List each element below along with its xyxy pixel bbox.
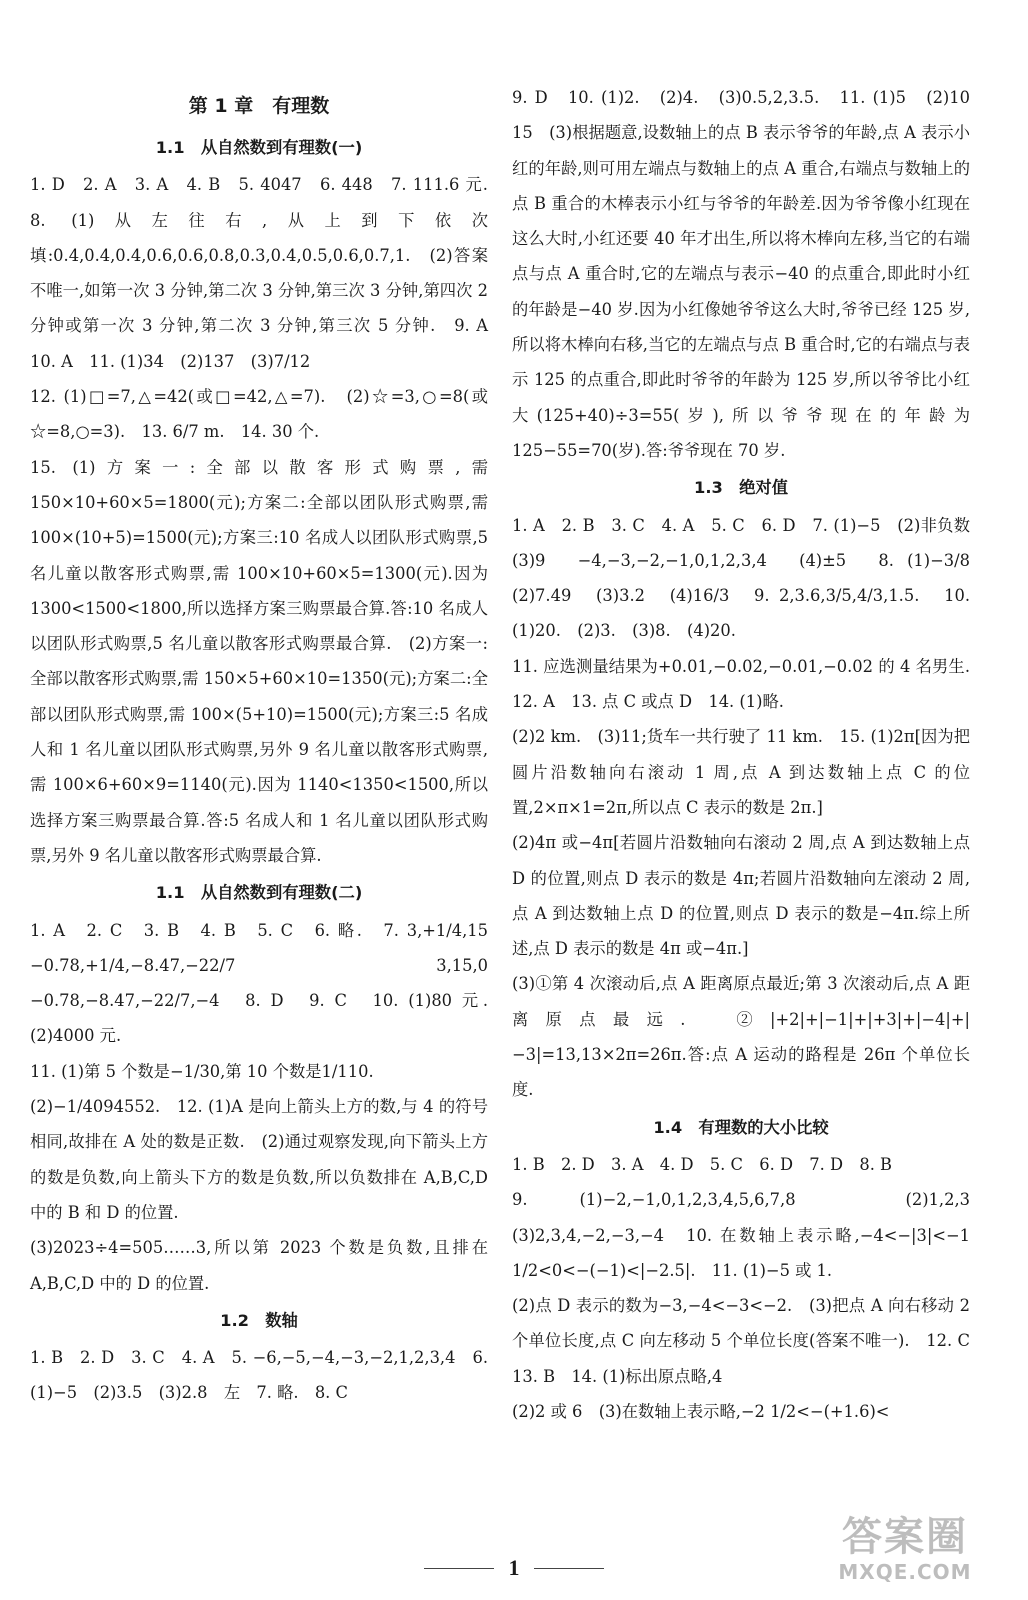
chapter-title: 第 1 章 有理数 [188,95,330,117]
answer-paragraph: 1. D 2. A 3. A 4. B 5. 4047 6. 448 7. 111.6 元. 8. (1)从左往右,从上到下依次填:0.4,0.4,0.4,0.6,0.6,0.8,0.3,0.4,0.5,0.6,0.7,1. (2)答案不唯一,如第一次 3 分钟,第二次 3 分钟,第三次 3 分钟,第四次 2 分钟或第一次 3 分钟,第二次 3 分钟,第三次 5 分钟. 9. A 10. A 11. (1)34 (2)137 (3)7/12 [30,175,505,371]
answer-paragraph: 15. (1)方案一:全部以散客形式购票,需 150×10+60×5=1800(元);方案二:全部以团队形式购票,需 100×(10+5)=1500(元);方案三:10 名成人以团队形式购票,5 名儿童以散客形式购票,需 100×10+60×5=1300(元).因为 1300<1500<1800,所以选择方案三购票最合算.答:10 名成人以团队形式购票,5 名儿童以散客形式购票最合算. (2)方案一:全部以散客形式购票,需 150×5+60×10=1350(元);方案二:全部以团队形式购票,需 100×(5+10)=1500(元);方案三:5 名成人和 1 名儿童以团队形式购票,另外 9 名儿童以散客形式购票,需 100×6+60×9=1140(元).因为 1140<1350<1500,所以选择方案三购票最合算.答:5 名成人和 1 名儿童以团队形式购票,另外 9 名儿童以散客形式购票最合算. [30,457,488,865]
answer-paragraph: 9. D 10. (1)2. (2)4. (3)0.5,2,3.5. 11. (1)5 (2)10 15 (3)根据题意,设数轴上的点 B 表示爷爷的年龄,点 A 表示小红的年龄,则可用左端点与数轴上的点 A 重合,右端点与数轴上的点 B 重合的木棒表示小红与爷爷的年龄差.因为爷爷像小红现在这么大时,小红还要 40 年才出生,所以将木棒向左移,当它的右端点与点 A 重合时,它的左端点与表示−40 的点重合,即此时小红的年龄是−40 岁.因为小红像她爷爷这么大时,爷爷已经 125 岁,所以将木棒向右移,当它的左端点与点 B 重合时,它的右端点与表示 125 的点重合,即此时爷爷的年龄为 125 岁,所以爷爷比小红大(125+40)÷3=55(岁),所以爷爷现在的年龄为 125−55=70(岁).答:爷爷现在 70 岁. [512,88,987,460]
right-column [512,80,987,1429]
section-title-1-1-part1: 1.1 从自然数到有理数(一) [155,138,363,157]
section-title-1-2: 1.2 数轴 [220,1310,298,1330]
section-title-1-1-part2: 1.1 从自然数到有理数(二) [155,883,363,903]
answer-paragraph: 11. 应选测量结果为+0.01,−0.02,−0.01,−0.02 的 4 名男生. 12. A 13. 点 C 或点 D 14. (1)略. [512,656,987,712]
watermark-url: MXQE.COM [838,1560,972,1584]
answer-paragraph: 9. (1)−2,−1,0,1,2,3,4,5,6,7,8 (2)1,2,3 (3)2,3,4,−2,−3,−4 10. 在数轴上表示略,−4<−|3|<−1 1/2<0<−(−1)<|−2.5|. 11. (1)−5 或 1. [512,1190,987,1280]
answer-paragraph: (2)−1/4094552. 12. (1)A 是向上箭头上方的数,与 4 的符号相同,故排在 A 处的数是正数. (2)通过观察发现,向下箭头上方的数是负数,向上箭头下方的数是负数,所以负数排在 A,B,C,D 中的 B 和 D 的位置. [30,1097,488,1222]
answer-paragraph: (3)2023÷4=505……3,所以第 2023 个数是负数,且排在 A,B,C,D 中的 D 的位置. [30,1238,488,1293]
answer-paragraph: (2)点 D 表示的数为−3,−4<−3<−2. (3)把点 A 向右移动 2 个单位长度,点 C 向左移动 5 个单位长度(答案不唯一). 12. C 13. B 14. (1)标出原点略,4 [512,1296,987,1386]
answer-paragraph: 11. (1)第 5 个数是−1/30,第 10 个数是1/110. [30,1061,374,1081]
answer-paragraph: 1. A 2. B 3. C 4. A 5. C 6. D 7. (1)−5 (2)非负数 (3)9 −4,−3,−2,−1,0,1,2,3,4 (4)±5 8. (1)−3/8 (2)7.49 (3)3.2 (4)16/3 9. 2,3.6,3/5,4/3,1.5. 10. (1)20. (2)3. (3)8. (4)20. [512,515,987,641]
answer-paragraph: (2)2 或 6 (3)在数轴上表示略,−2 1/2<−(+1.6)< [512,1401,890,1421]
answer-paragraph: (3)①第 4 次滚动后,点 A 距离原点最近;第 3 次滚动后,点 A 距离原点最远. ②|+2|+|−1|+|+3|+|−4|+|−3|=13,13×2π=26π.答:点 A 运动的路程是 26π 个单位长度. [512,974,970,1100]
answer-paragraph: 12. (1)□=7,△=42(或□=42,△=7). (2)☆=3,○=8(或☆=8,○=3). 13. 6/7 m. 14. 30 个. [30,387,488,442]
answer-paragraph: 1. A 2. C 3. B 4. B 5. C 6. 略. 7. 3,+1/4,15 −0.78,+1/4,−8.47,−22/7 3,15,0 −0.78,−8.47,−22/7,−4 8. D 9. C 10. (1)80 元. (2)4000 元. [30,920,505,1046]
answer-paragraph: 1. B 2. D 3. A 4. D 5. C 6. D 7. D 8. B [512,1154,893,1174]
left-column [30,78,505,1411]
answer-paragraph: (2)4π 或−4π[若圆片沿数轴向右滚动 2 周,点 A 到达数轴上点 D 的位置,则点 D 表示的数是 4π;若圆片沿数轴向左滚动 2 周,点 A 到达数轴上点 D 的位置,则点 D 表示的数是−4π.综上所述,点 D 表示的数是 4π 或−4π.] [512,833,970,959]
answer-paragraph: (2)2 km. (3)11;货车一共行驶了 11 km. 15. (1)2π[因为把圆片沿数轴向右滚动 1 周,点 A 到达数轴上点 C 的位置,2×π×1=2π,所以点 C 表示的数是 2π.] [512,727,970,817]
watermark-logo: 答案圈 [842,1514,968,1560]
section-title-1-3: 1.3 绝对值 [694,478,788,498]
section-title-1-4: 1.4 有理数的大小比较 [653,1117,829,1137]
answer-paragraph: 1. B 2. D 3. C 4. A 5. −6,−5,−4,−3,−2,1,2,3,4 6. (1)−5 (2)3.5 (3)2.8 左 7. 略. 8. C [30,1348,488,1403]
page-number: 1 [490,1552,538,1584]
watermark [800,1514,1010,1592]
